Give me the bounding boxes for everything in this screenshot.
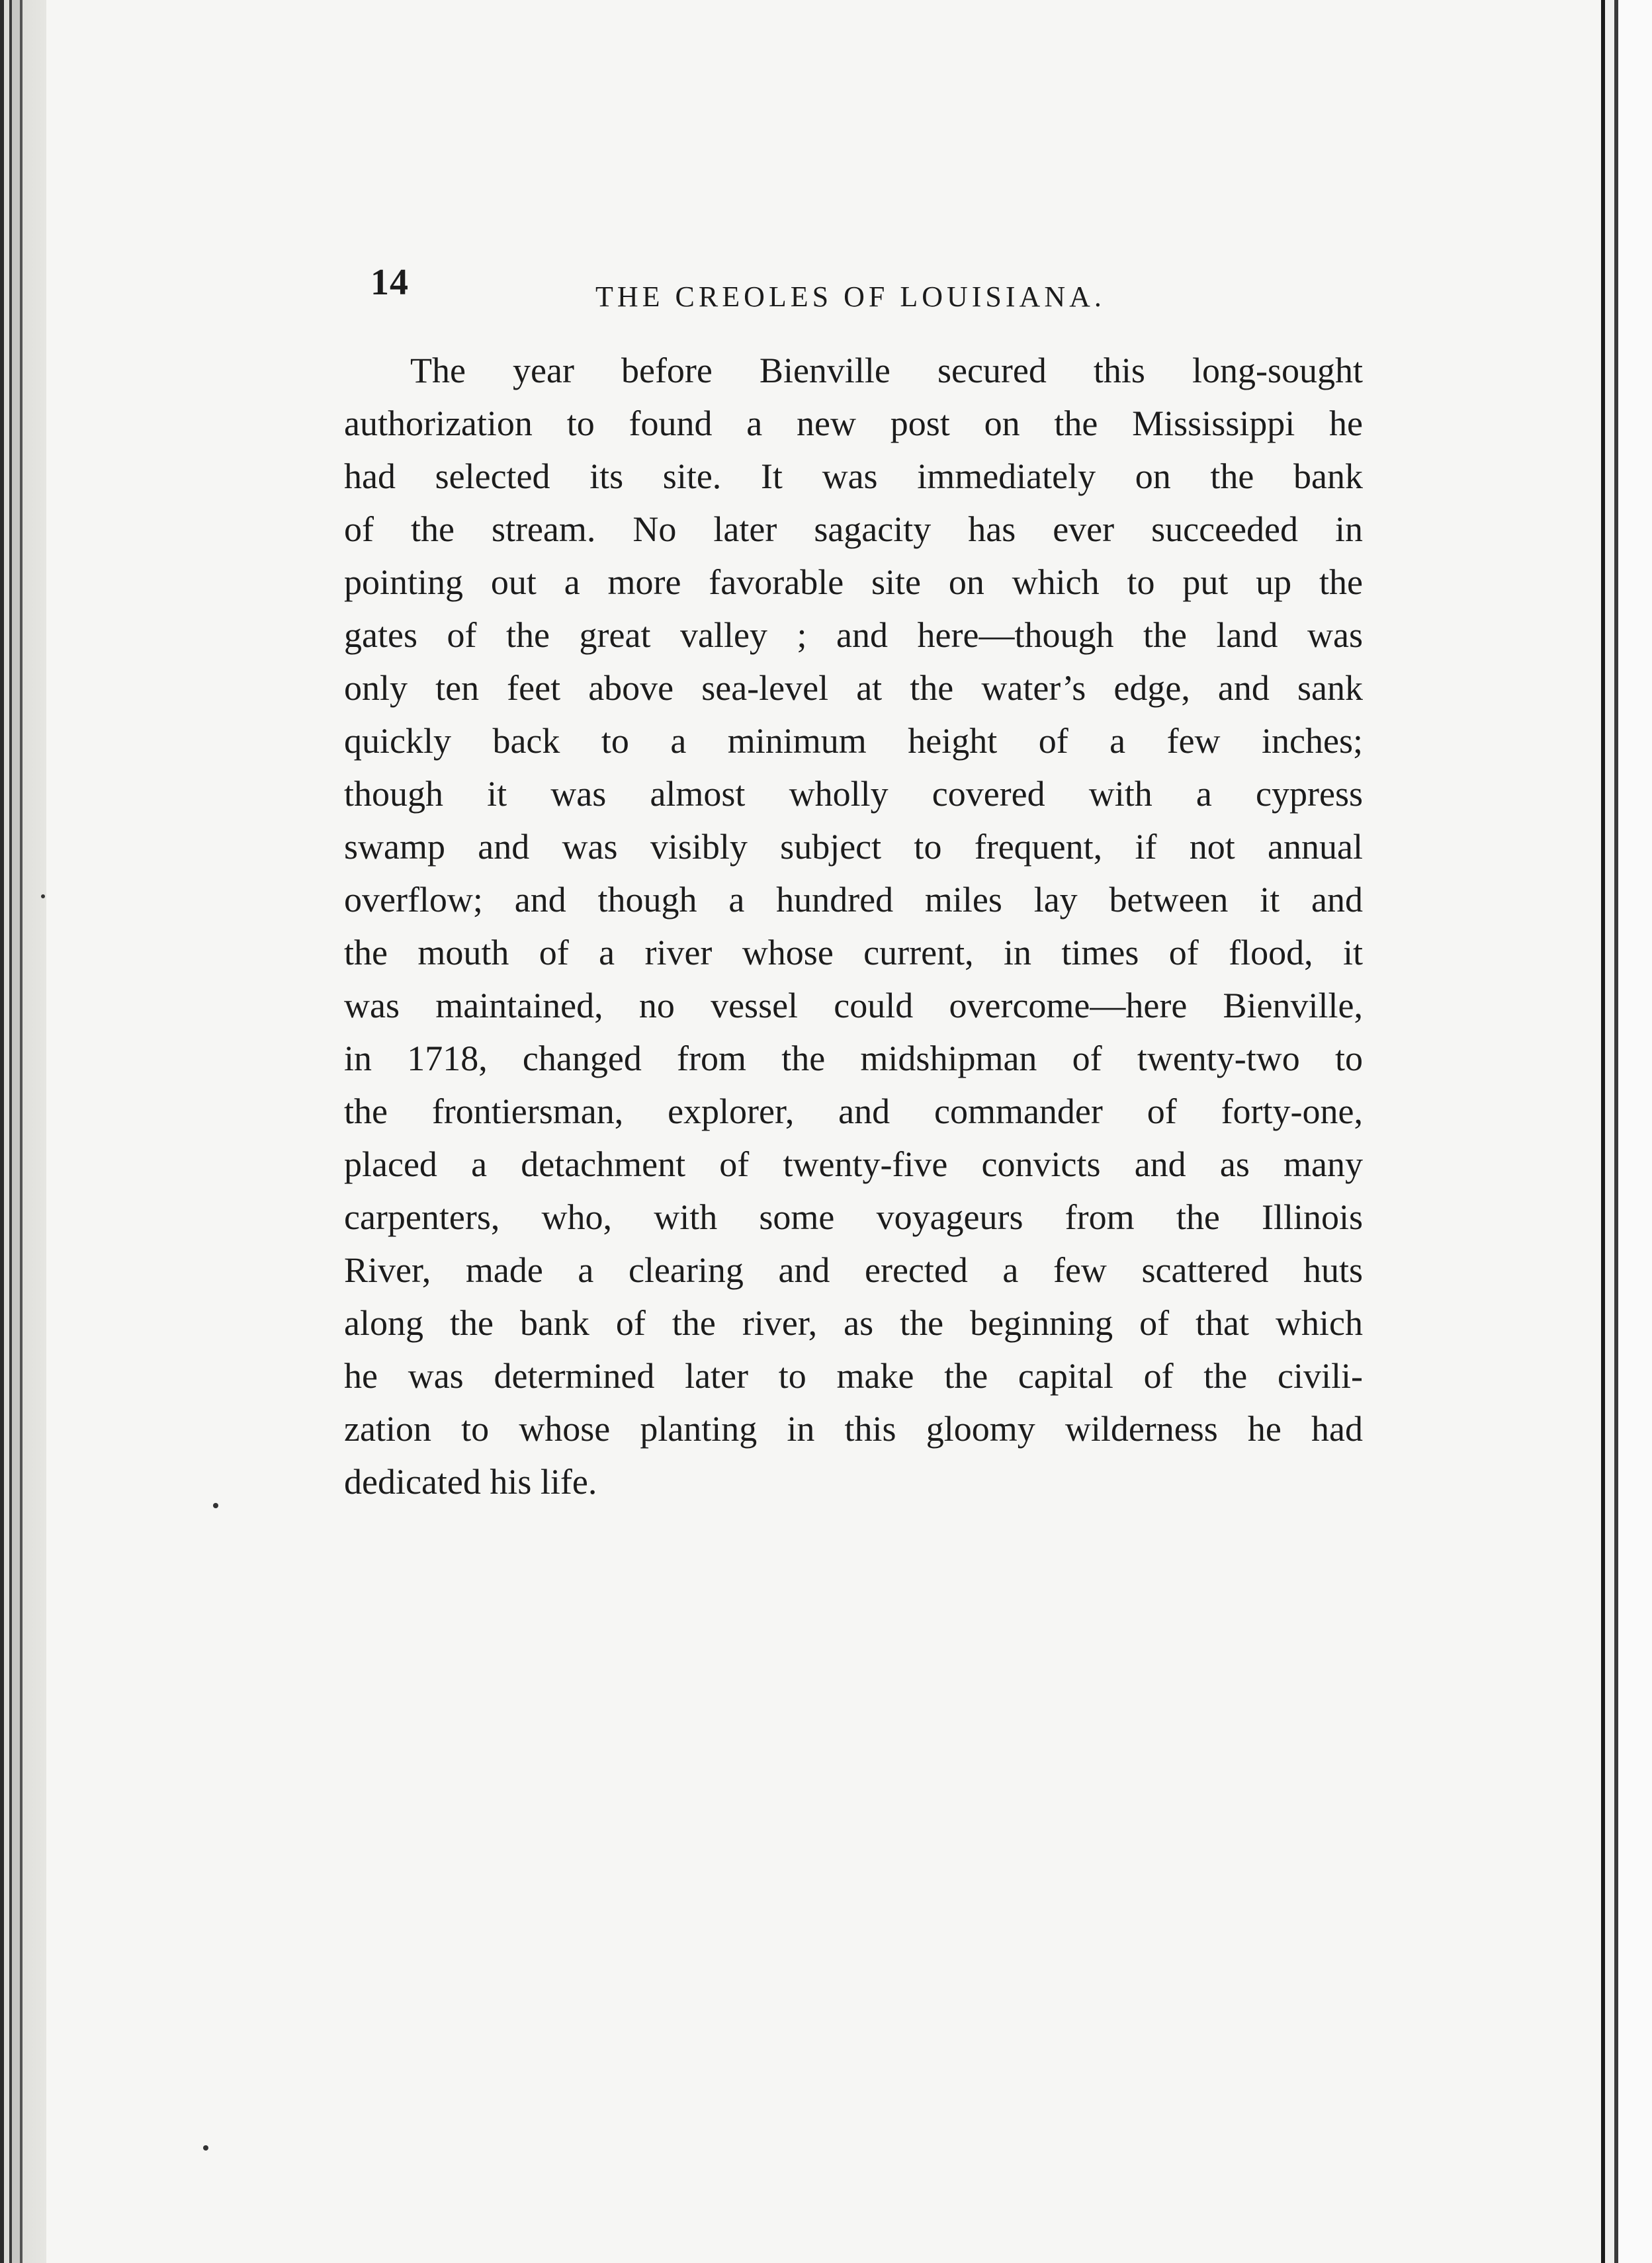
body-paragraph <box>344 344 1363 1508</box>
text-line: authorization to found a new post on the Mississippi he <box>344 404 1363 443</box>
text-line: quickly back to a minimum height of a few inches; <box>344 721 1363 761</box>
text-line: in 1718, changed from the midshipman of twenty-two to <box>344 1039 1363 1078</box>
text-line: though it was almost wholly covered with a cypress <box>344 774 1363 814</box>
text-line: carpenters, who, with some voyageurs from the Illinois <box>344 1197 1363 1237</box>
text-line: of the stream. No later sagacity has ever succeeded in <box>344 509 1363 549</box>
text-line: zation to whose planting in this gloomy wilderness he had <box>344 1409 1363 1449</box>
page-number: 14 <box>370 262 409 303</box>
text-line: River, made a clearing and erected a few scattered huts <box>344 1250 1363 1290</box>
text-line: he was determined later to make the capital of the civili- <box>344 1356 1363 1396</box>
text-line: the frontiersman, explorer, and commander of forty-one, <box>344 1091 1363 1131</box>
text-line: pointing out a more favorable site on which to put up the <box>344 562 1363 602</box>
text-line: was maintained, no vessel could overcome—here Bienville, <box>344 986 1363 1025</box>
text-line: The year before Bienville secured this long-sought <box>410 351 1363 390</box>
running-head: THE CREOLES OF LOUISIANA. <box>595 280 1106 313</box>
text-line: dedicated his life. <box>344 1462 597 1502</box>
text-line: overflow; and though a hundred miles lay between it and <box>344 880 1363 919</box>
ink-speck <box>213 1503 218 1508</box>
text-line: swamp and was visibly subject to frequent, if not annual <box>344 827 1363 867</box>
text-line: placed a detachment of twenty-five convicts and as many <box>344 1144 1363 1184</box>
text-line: gates of the great valley ; and here—though the land was <box>344 615 1363 655</box>
text-line: the mouth of a river whose current, in times of flood, it <box>344 933 1363 972</box>
page-right-edge <box>1601 0 1652 2263</box>
ink-speck <box>203 2145 208 2151</box>
text-line: had selected its site. It was immediately on the bank <box>344 456 1363 496</box>
ink-speck <box>41 894 45 898</box>
text-line: only ten feet above sea-level at the water’s edge, and sank <box>344 668 1363 708</box>
text-line: along the bank of the river, as the beginning of that which <box>344 1303 1363 1343</box>
page-header <box>370 261 1363 314</box>
book-spine-edge <box>0 0 46 2263</box>
